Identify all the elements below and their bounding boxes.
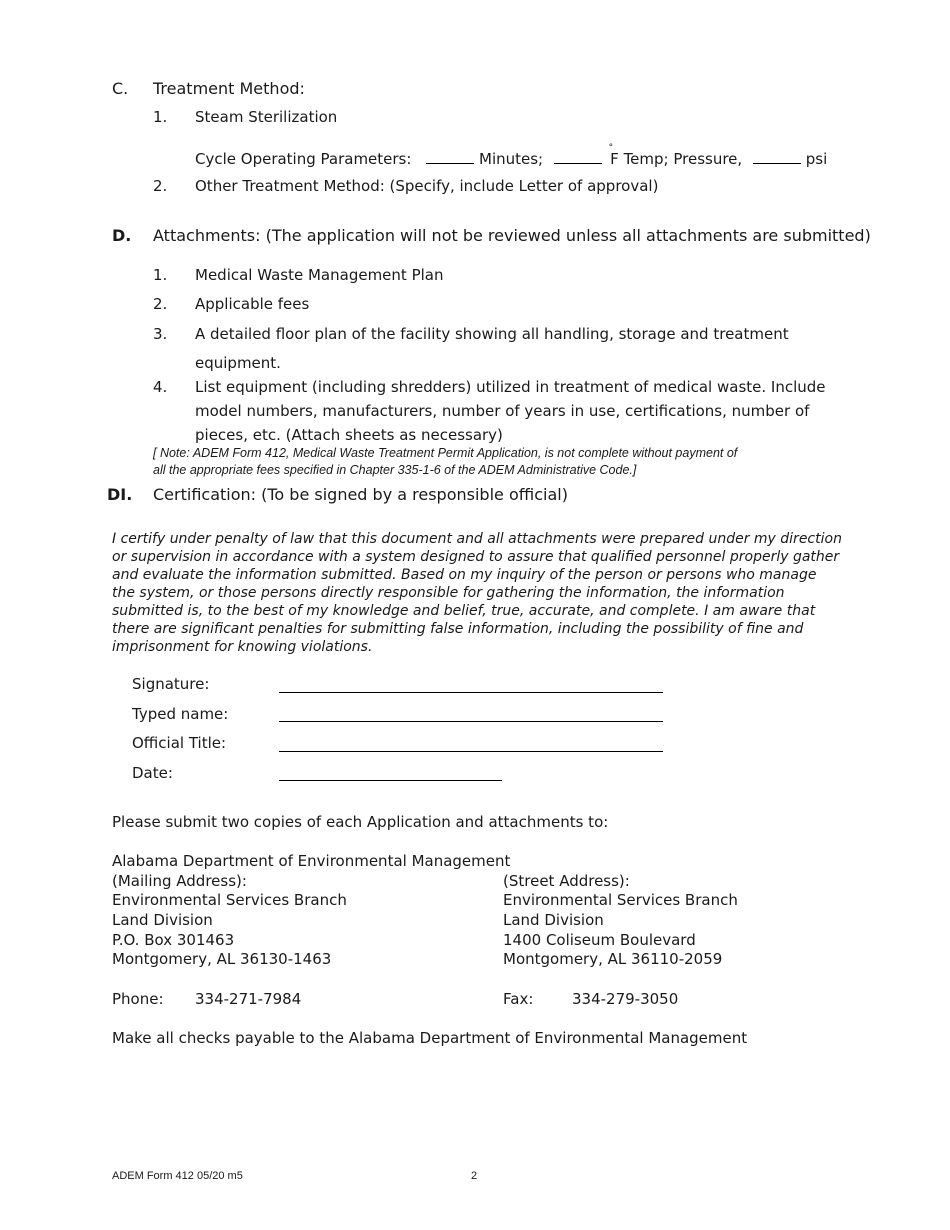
section-di-title: Certification: (To be signed by a responsible official) — [153, 485, 568, 504]
item-number: 1. — [153, 266, 168, 284]
attachment-item-continued: model numbers, manufacturers, number of years in use, certifications, number of — [195, 402, 810, 420]
signature-line[interactable] — [279, 692, 663, 693]
date-line[interactable] — [279, 780, 502, 781]
typed-name-label: Typed name: — [132, 705, 229, 723]
checks-payable-note: Make all checks payable to the Alabama Department of Environmental Management — [112, 1029, 748, 1047]
signature-label: Signature: — [132, 675, 210, 693]
attachment-item-continued: pieces, etc. (Attach sheets as necessary) — [195, 426, 503, 444]
mailing-address-line: Land Division — [112, 911, 213, 929]
minutes-field[interactable] — [426, 149, 474, 164]
phone-label: Phone: — [112, 990, 164, 1008]
minutes-label: Minutes; — [479, 150, 544, 168]
mailing-address-line: P.O. Box 301463 — [112, 931, 235, 949]
other-treatment-label: Other Treatment Method: (Specify, include Letter of approval) — [195, 177, 659, 195]
item-number: 1. — [153, 108, 168, 126]
agency-name: Alabama Department of Environmental Management — [112, 852, 511, 870]
psi-label: psi — [805, 150, 828, 168]
attachment-item: A detailed floor plan of the facility showing all handling, storage and treatment — [195, 325, 789, 343]
attachment-item-continued: equipment. — [195, 354, 281, 372]
street-address-line: Montgomery, AL 36110-2059 — [503, 950, 723, 968]
fax-number: 334-279-3050 — [572, 990, 679, 1008]
cycle-parameters-label: Cycle Operating Parameters: — [195, 150, 412, 168]
temperature-field[interactable] — [554, 149, 602, 164]
street-address-line: Environmental Services Branch — [503, 891, 738, 909]
street-address-line: 1400 Coliseum Boulevard — [503, 931, 696, 949]
section-d-letter: D. — [112, 226, 132, 245]
phone-number: 334-271-7984 — [195, 990, 302, 1008]
attachment-item: Applicable fees — [195, 295, 310, 313]
steam-sterilization-label: Steam Sterilization — [195, 108, 338, 126]
degree-symbol: ° — [608, 143, 614, 153]
fee-note-line: all the appropriate fees specified in Chapter 335-1-6 of the ADEM Administrative Code.] — [153, 463, 637, 477]
form-id: ADEM Form 412 05/20 m5 — [112, 1170, 243, 1182]
street-address-heading: (Street Address): — [503, 872, 630, 890]
temp-pressure-label: F Temp; Pressure, — [610, 150, 743, 168]
mailing-address-line: Environmental Services Branch — [112, 891, 347, 909]
submit-instruction: Please submit two copies of each Application and attachments to: — [112, 813, 609, 831]
typed-name-line[interactable] — [279, 721, 663, 722]
item-number: 3. — [153, 325, 168, 343]
item-number: 2. — [153, 295, 168, 313]
fax-label: Fax: — [503, 990, 534, 1008]
cycle-parameters-row — [195, 143, 827, 168]
fee-note-line: [ Note: ADEM Form 412, Medical Waste Treatment Permit Application, is not complete without payment of — [153, 446, 738, 460]
mailing-address-line: Montgomery, AL 36130-1463 — [112, 950, 332, 968]
attachment-item: List equipment (including shredders) utilized in treatment of medical waste. Include — [195, 378, 826, 396]
date-label: Date: — [132, 764, 173, 782]
item-number: 2. — [153, 177, 168, 195]
section-c-title: Treatment Method: — [153, 79, 305, 98]
item-number: 4. — [153, 378, 168, 396]
page-number: 2 — [471, 1170, 478, 1182]
official-title-label: Official Title: — [132, 734, 227, 752]
mailing-address-heading: (Mailing Address): — [112, 872, 247, 890]
section-d-title: Attachments: (The application will not be reviewed unless all attachments are submitted) — [153, 226, 871, 245]
certification-statement: I certify under penalty of law that this document and all attachments were prepared under my direction or supervision in accordance with a system designed to assure that qualified personnel properly gather and evaluate the information submitted. Based on my inquiry of the person or persons who manage the system, or those persons directly responsible for gathering the information, the information submitted is, to the best of my knowledge and belief, true, accurate, and complete. I am aware that there are significant penalties for submitting false information, including the possibility of fine and imprisonment for knowing violations. — [112, 531, 842, 655]
pressure-field[interactable] — [753, 149, 801, 164]
official-title-line[interactable] — [279, 751, 663, 752]
section-c-letter: C. — [112, 79, 129, 98]
section-di-letter: DI. — [107, 485, 133, 504]
attachment-item: Medical Waste Management Plan — [195, 266, 444, 284]
street-address-line: Land Division — [503, 911, 604, 929]
